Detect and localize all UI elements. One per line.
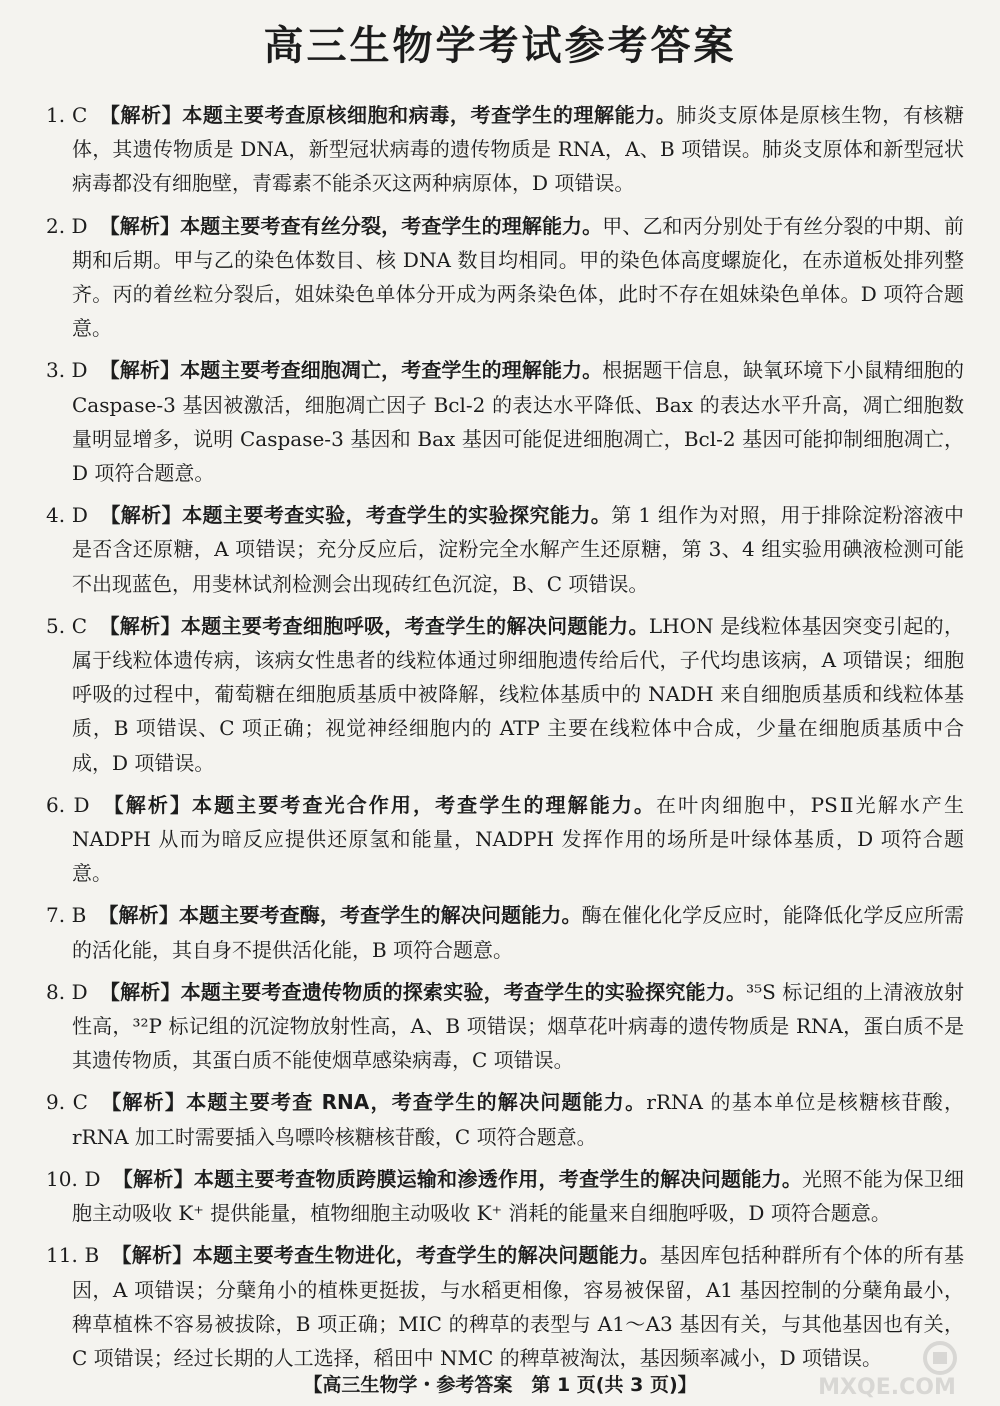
analysis-tag: 【解析】 (111, 1243, 193, 1268)
answer-number: 8. D (46, 979, 88, 1004)
analysis-text: 肺炎支原体是原核生物，有核糖体，其遗传物质是 DNA，新型冠状病毒的遗传物质是 RNA，A、B 项错误。肺炎支原体和新型冠状病毒都没有细胞壁，青霉素不能杀灭这两种病原体，D 项错误。 (72, 103, 965, 196)
watermark-text: MXQE.COM (818, 1375, 956, 1400)
analysis-focus: 本题主要考查遗传物质的探索实验，考查学生的实验探究能力。 (180, 979, 747, 1004)
analysis-focus: 本题主要考查物质跨膜运输和渗透作用，考查学生的解决问题能力。 (193, 1166, 803, 1191)
analysis-tag: 【解析】 (101, 792, 193, 817)
analysis-text: 第 1 组作为对照，用于排除淀粉溶液中是否含还原糖，A 项错误；充分反应后，淀粉完全水解产生还原糖，第 3、4 组实验用碘液检测可能不出现蓝色，用斐林试剂检测会出现砖红色沉淀，B、C 项错误。 (72, 503, 965, 596)
analysis-focus: 本题主要考查实验，考查学生的实验探究能力。 (182, 503, 612, 528)
analysis-text: 根据题干信息，缺氧环境下小鼠精细胞的 Caspase-3 基因被激活，细胞凋亡因子 Bcl-2 的表达水平降低、Bax 的表达水平升高，凋亡细胞数量明显增多，说明 Caspase-3 基因和 Bax 基因可能促进细胞凋亡，Bcl-2 基因可能抑制细胞凋亡，D 项符合题意。 (72, 358, 964, 486)
analysis-tag: 【解析】 (98, 903, 179, 928)
answer-list (46, 98, 964, 1383)
answer-number: 7. B (46, 903, 87, 928)
answer-number: 4. D (46, 503, 88, 528)
analysis-focus: 本题主要考查 RNA，考查学生的解决问题能力。 (186, 1090, 647, 1115)
analysis-tag: 【解析】 (99, 103, 183, 127)
answer-item-3 (46, 353, 964, 490)
analysis-focus: 本题主要考查光合作用，考查学生的理解能力。 (192, 792, 657, 817)
page-title: 高三生物学考试参考答案 (263, 23, 737, 69)
answer-item-4 (46, 498, 964, 601)
answer-item-6 (46, 788, 964, 891)
watermark (802, 1340, 972, 1400)
analysis-tag: 【解析】 (99, 1090, 187, 1115)
answer-number: 2. D (46, 213, 88, 238)
answer-number: 11. B (46, 1243, 100, 1268)
analysis-text: 甲、乙和丙分别处于有丝分裂的中期、前期和后期。甲与乙的染色体数目、核 DNA 数目均相同。甲的染色体高度螺旋化，在赤道板处排列整齐。丙的着丝粒分裂后，姐妹染色单体分开成为两条染色体，此时不存在姐妹染色单体。D 项符合题意。 (72, 213, 964, 341)
analysis-focus: 本题主要考查细胞呼吸，考查学生的解决问题能力。 (180, 613, 649, 638)
answer-number: 10. D (46, 1166, 101, 1191)
answer-item-7 (46, 898, 964, 966)
analysis-text: 在叶肉细胞中，PSⅡ光解水产生 NADPH 从而为暗反应提供还原氢和能量，NADPH 发挥作用的场所是叶绿体基质，D 项符合题意。 (72, 792, 964, 886)
analysis-text: 酶在催化化学反应时，能降低化学反应所需的活化能，其自身不提供活化能，B 项符合题意。 (72, 903, 965, 962)
answer-number: 5. C (46, 613, 88, 638)
analysis-focus: 本题主要考查生物进化，考查学生的解决问题能力。 (192, 1243, 660, 1268)
answer-number: 3. D (46, 358, 88, 383)
analysis-tag: 【解析】 (99, 979, 181, 1004)
analysis-tag: 【解析】 (99, 503, 183, 528)
analysis-text: ³⁵S 标记组的上清液放射性高，³²P 标记组的沉淀物放射性高，A、B 项错误；烟草花叶病毒的遗传物质是 RNA，蛋白质不是其遗传物质，其蛋白质不能使烟草感染病毒，C 项错误。 (72, 979, 964, 1073)
watermark-logo-icon (920, 1340, 960, 1376)
analysis-focus: 本题主要考查原核细胞和病毒，考查学生的理解能力。 (182, 103, 677, 127)
analysis-tag: 【解析】 (99, 213, 181, 238)
analysis-focus: 本题主要考查酶，考查学生的解决问题能力。 (178, 903, 582, 928)
analysis-tag: 【解析】 (99, 613, 181, 638)
answer-item-2 (46, 209, 964, 346)
analysis-text: LHON 是线粒体基因突变引起的，属于线粒体遗传病，该病女性患者的线粒体通过卵细胞遗传给后代，子代均患该病，A 项错误；细胞呼吸的过程中，葡萄糖在细胞质基质中被降解，线粒体基质中的 NADH 来自细胞质基质和线粒体基质，B 项错误、C 项正确；视觉神经细胞内的 ATP 主要在线粒体中合成，少量在细胞质基质中合成，D 项错误。 (72, 613, 965, 775)
analysis-focus: 本题主要考查有丝分裂，考查学生的理解能力。 (180, 213, 603, 238)
answer-item-5 (46, 609, 964, 780)
answer-item-10 (46, 1162, 964, 1230)
analysis-focus: 本题主要考查细胞凋亡，考查学生的理解能力。 (180, 358, 603, 383)
analysis-text: 光照不能为保卫细胞主动吸收 K⁺ 提供能量，植物细胞主动吸收 K⁺ 消耗的能量来自细胞呼吸，D 项符合题意。 (72, 1166, 965, 1226)
answer-number: 9. C (46, 1090, 88, 1115)
answer-number: 1. C (46, 103, 88, 127)
answer-item-8 (46, 975, 964, 1078)
answer-item-9 (46, 1085, 964, 1153)
analysis-tag: 【解析】 (99, 358, 181, 383)
analysis-text: rRNA 的基本单位是核糖核苷酸，rRNA 加工时需要插入鸟嘌呤核糖核苷酸，C 项符合题意。 (72, 1090, 964, 1149)
answer-item-1 (46, 98, 964, 201)
page-footer: 【高三生物学・参考答案 第 1 页(共 3 页)】 (303, 1374, 697, 1396)
analysis-tag: 【解析】 (112, 1166, 194, 1191)
analysis-text: 基因库包括种群所有个体的所有基因，A 项错误；分蘖角小的植株更挺拔，与水稻更相像，容易被保留，A1 基因控制的分蘖角最小，稗草植株不容易被拔除，B 项正确；MIC 的稗草的表型与 A1～A3 基因有关，与其他基因也有关，C 项错误；经过长期的人工选择，稻田中 NMC 的稗草被淘汰，基因频率减小，D 项错误。 (72, 1243, 965, 1370)
answer-number: 6. D (46, 792, 90, 817)
